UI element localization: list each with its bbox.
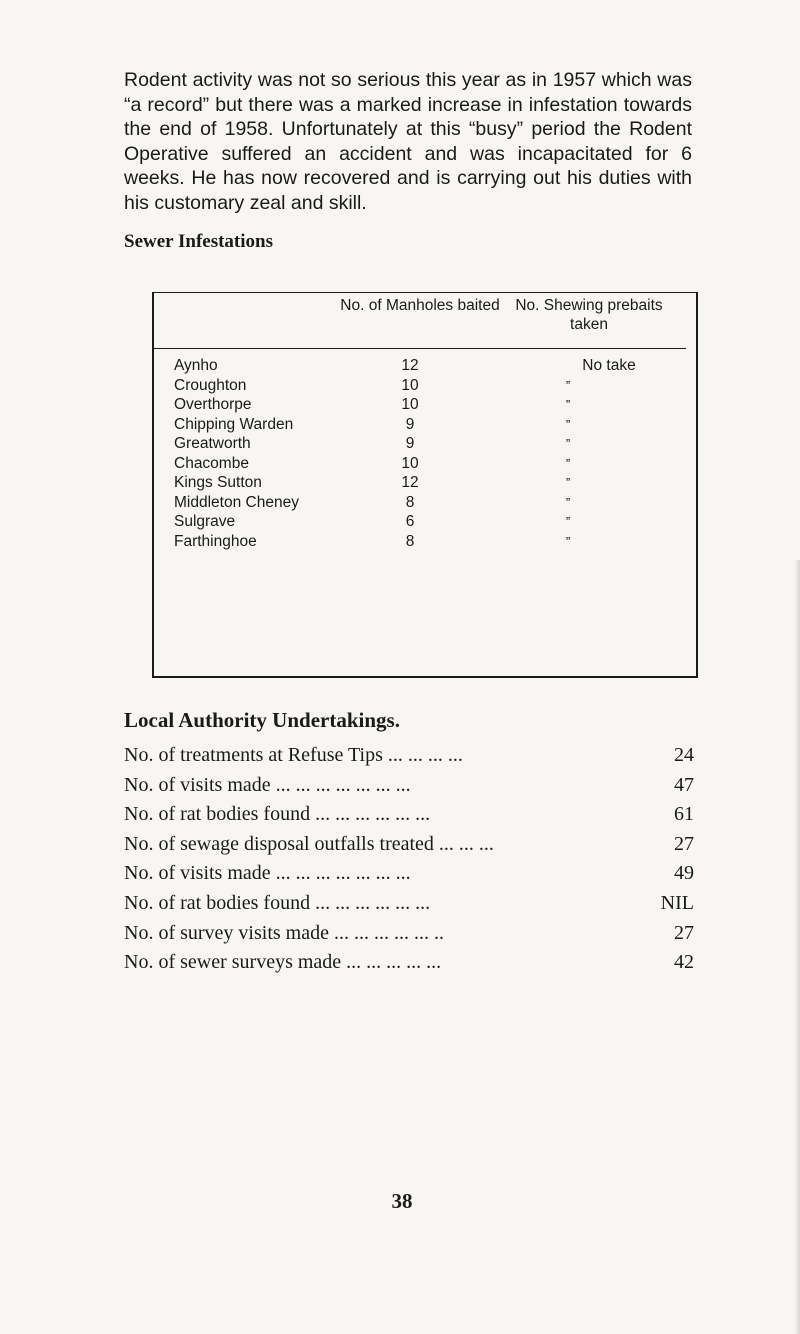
place-cell: Chipping Warden xyxy=(174,415,294,433)
prebaits-cell: ” xyxy=(565,377,571,393)
place-cell: Greatworth xyxy=(174,435,251,452)
item-label: No. of visits made ... ... ... ... ... ... ... xyxy=(124,773,411,796)
list-item xyxy=(124,889,694,919)
prebaits-cell: ” xyxy=(565,475,571,490)
manholes-cell: 10 xyxy=(401,376,419,394)
manholes-cell: 9 xyxy=(405,435,415,452)
list-item xyxy=(124,800,694,830)
table-row xyxy=(154,434,694,454)
table-row xyxy=(154,512,694,532)
item-value: 49 xyxy=(674,862,694,885)
prebaits-cell: ” xyxy=(565,514,571,529)
manholes-cell: 10 xyxy=(401,396,419,413)
list-item xyxy=(124,859,694,889)
place-cell: Middleton Cheney xyxy=(174,493,299,511)
table-row xyxy=(154,454,694,474)
intro-paragraph: Rodent activity was not so serious this year as in 1957 which was “a record” but there was a marked increase in infestation towards the end of 1958. Unfortunately at this “busy” period the Rodent Operative suffered an accident and was incapacitated for 6 weeks. He has now recovered and is carrying out his duties with his customary zeal and skill. xyxy=(124,69,692,214)
item-label: No. of rat bodies found ... ... ... ... ... ... xyxy=(124,891,431,914)
place-cell: Chacombe xyxy=(174,454,249,472)
item-label: No. of treatments at Refuse Tips ... ... ... ... xyxy=(124,744,463,766)
prebaits-cell: ” xyxy=(565,455,571,471)
table-row xyxy=(154,415,694,435)
list-item xyxy=(124,771,694,801)
place-cell: Sulgrave xyxy=(174,513,236,530)
list-item xyxy=(124,830,694,860)
list-item xyxy=(124,741,694,771)
column-header-prebaits: No. Shewing prebaits taken xyxy=(515,297,663,333)
page-number: 38 xyxy=(391,1189,413,1213)
manholes-cell: 9 xyxy=(405,415,415,433)
list-item xyxy=(124,919,694,949)
manholes-cell: 10 xyxy=(401,454,419,472)
page-edge-shadow xyxy=(794,560,800,1334)
place-cell: Farthinghoe xyxy=(174,532,257,550)
sewer-infestations-heading: Sewer Infestations xyxy=(124,231,274,252)
item-label: No. of visits made ... ... ... ... ... ... ... xyxy=(124,862,411,885)
table-bottom-rule xyxy=(154,676,696,678)
place-cell: Overthorpe xyxy=(174,396,252,413)
table-row xyxy=(154,395,694,415)
table-row xyxy=(154,493,694,513)
table-top-rule xyxy=(154,292,696,293)
place-cell: Kings Sutton xyxy=(174,474,262,491)
sewer-infestations-table xyxy=(152,292,698,678)
item-label: No. of sewer surveys made ... ... ... ... ... xyxy=(124,951,442,974)
undertakings-list xyxy=(124,741,694,978)
item-value: 24 xyxy=(674,744,694,766)
list-item xyxy=(124,948,694,978)
prebaits-cell: ” xyxy=(565,416,571,432)
prebaits-cell: ” xyxy=(565,436,571,451)
item-value: NIL xyxy=(660,891,694,914)
table-row xyxy=(154,356,694,376)
prebaits-cell: ” xyxy=(565,494,571,510)
manholes-cell: 12 xyxy=(401,357,419,374)
manholes-cell: 12 xyxy=(401,474,419,491)
place-cell: Croughton xyxy=(174,376,247,394)
table-row xyxy=(154,473,694,493)
item-label: No. of sewage disposal outfalls treated ... ... ... xyxy=(124,832,494,855)
table-row xyxy=(154,376,694,396)
table-header-rule xyxy=(154,348,686,349)
manholes-cell: 8 xyxy=(405,493,415,511)
place-cell: Aynho xyxy=(174,357,218,374)
item-value: 61 xyxy=(674,803,694,826)
local-authority-heading: Local Authority Undertakings. xyxy=(124,708,400,732)
table-row xyxy=(154,532,694,552)
manholes-cell: 8 xyxy=(405,532,415,550)
item-label: No. of rat bodies found ... ... ... ... ... ... xyxy=(124,803,431,826)
item-value: 42 xyxy=(674,951,694,974)
item-value: 47 xyxy=(674,773,694,796)
prebaits-cell: ” xyxy=(565,533,571,549)
item-value: 27 xyxy=(674,832,694,855)
item-label: No. of survey visits made ... ... ... ... ... .. xyxy=(124,921,444,944)
item-value: 27 xyxy=(674,921,694,944)
prebaits-cell: No take xyxy=(582,357,636,374)
table-body xyxy=(154,356,694,551)
column-header-manholes: No. of Manholes baited xyxy=(340,297,500,314)
prebaits-cell: ” xyxy=(565,397,571,412)
manholes-cell: 6 xyxy=(405,513,415,530)
